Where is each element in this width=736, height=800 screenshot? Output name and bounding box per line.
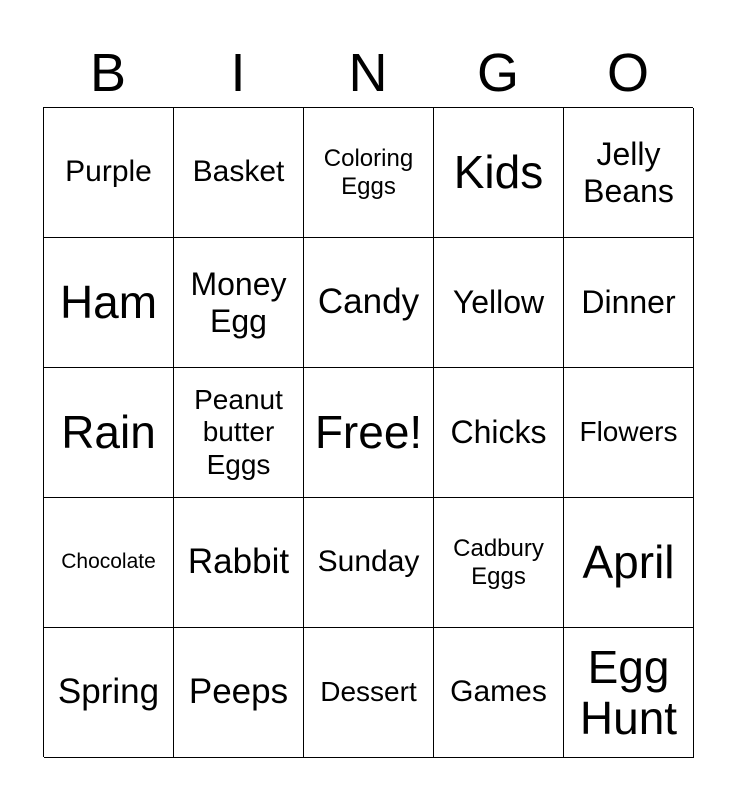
cell-label: Chocolate (61, 550, 156, 574)
cell-label: Dessert (320, 676, 417, 708)
cell-label: Coloring Eggs (323, 144, 414, 200)
cell-label: Rain (61, 406, 156, 459)
free-space-label: Free! (314, 406, 423, 459)
bingo-cell[interactable] (44, 368, 174, 498)
bingo-header (43, 40, 693, 106)
bingo-cell[interactable] (564, 498, 694, 628)
bingo-cell[interactable] (564, 628, 694, 758)
cell-label: Kids (453, 146, 544, 199)
cell-label: Chicks (450, 414, 547, 451)
cell-label: Money Egg (190, 265, 287, 339)
bingo-cell[interactable] (564, 368, 694, 498)
cell-label: Yellow (452, 284, 545, 321)
bingo-cell[interactable] (434, 628, 564, 758)
cell-label: Flowers (579, 416, 678, 448)
header-letter-b: B (89, 43, 127, 103)
bingo-cell[interactable] (174, 368, 304, 498)
cell-label: Rabbit (187, 542, 290, 582)
cell-label: Cadbury Eggs (453, 534, 544, 590)
bingo-cell[interactable] (44, 628, 174, 758)
cell-label: Jelly Beans (583, 135, 674, 209)
bingo-cell[interactable] (174, 238, 304, 368)
bingo-cell[interactable] (174, 498, 304, 628)
cell-label: Sunday (317, 545, 420, 579)
bingo-cell[interactable] (44, 238, 174, 368)
cell-label: April (582, 536, 675, 589)
header-letter-o: O (606, 43, 649, 103)
cell-label: Peanut butter Eggs (194, 384, 283, 480)
cell-label: Peeps (188, 672, 289, 712)
bingo-cell[interactable] (44, 108, 174, 238)
cell-label: Spring (57, 672, 160, 712)
bingo-cell[interactable] (434, 108, 564, 238)
header-letter-g: G (476, 43, 519, 103)
bingo-board (43, 107, 693, 757)
bingo-cell[interactable] (564, 108, 694, 238)
cell-label: Egg Hunt (579, 640, 678, 744)
cell-label: Purple (65, 155, 152, 189)
bingo-cell[interactable] (434, 238, 564, 368)
bingo-cell free-space[interactable] (304, 368, 434, 498)
bingo-cell[interactable] (304, 108, 434, 238)
bingo-cell[interactable] (174, 108, 304, 238)
bingo-cell[interactable] (304, 238, 434, 368)
bingo-cell[interactable] (304, 628, 434, 758)
header-letter-n: N (348, 43, 388, 103)
cell-label: Dinner (581, 284, 676, 321)
bingo-cell[interactable] (44, 498, 174, 628)
cell-label: Candy (317, 282, 420, 322)
bingo-cell[interactable] (434, 368, 564, 498)
bingo-cell[interactable] (174, 628, 304, 758)
header-letter-i: I (230, 43, 246, 103)
cell-label: Basket (192, 155, 285, 189)
bingo-cell[interactable] (304, 498, 434, 628)
bingo-cell[interactable] (434, 498, 564, 628)
bingo-cell[interactable] (564, 238, 694, 368)
cell-label: Games (450, 675, 547, 709)
cell-label: Ham (59, 276, 158, 329)
